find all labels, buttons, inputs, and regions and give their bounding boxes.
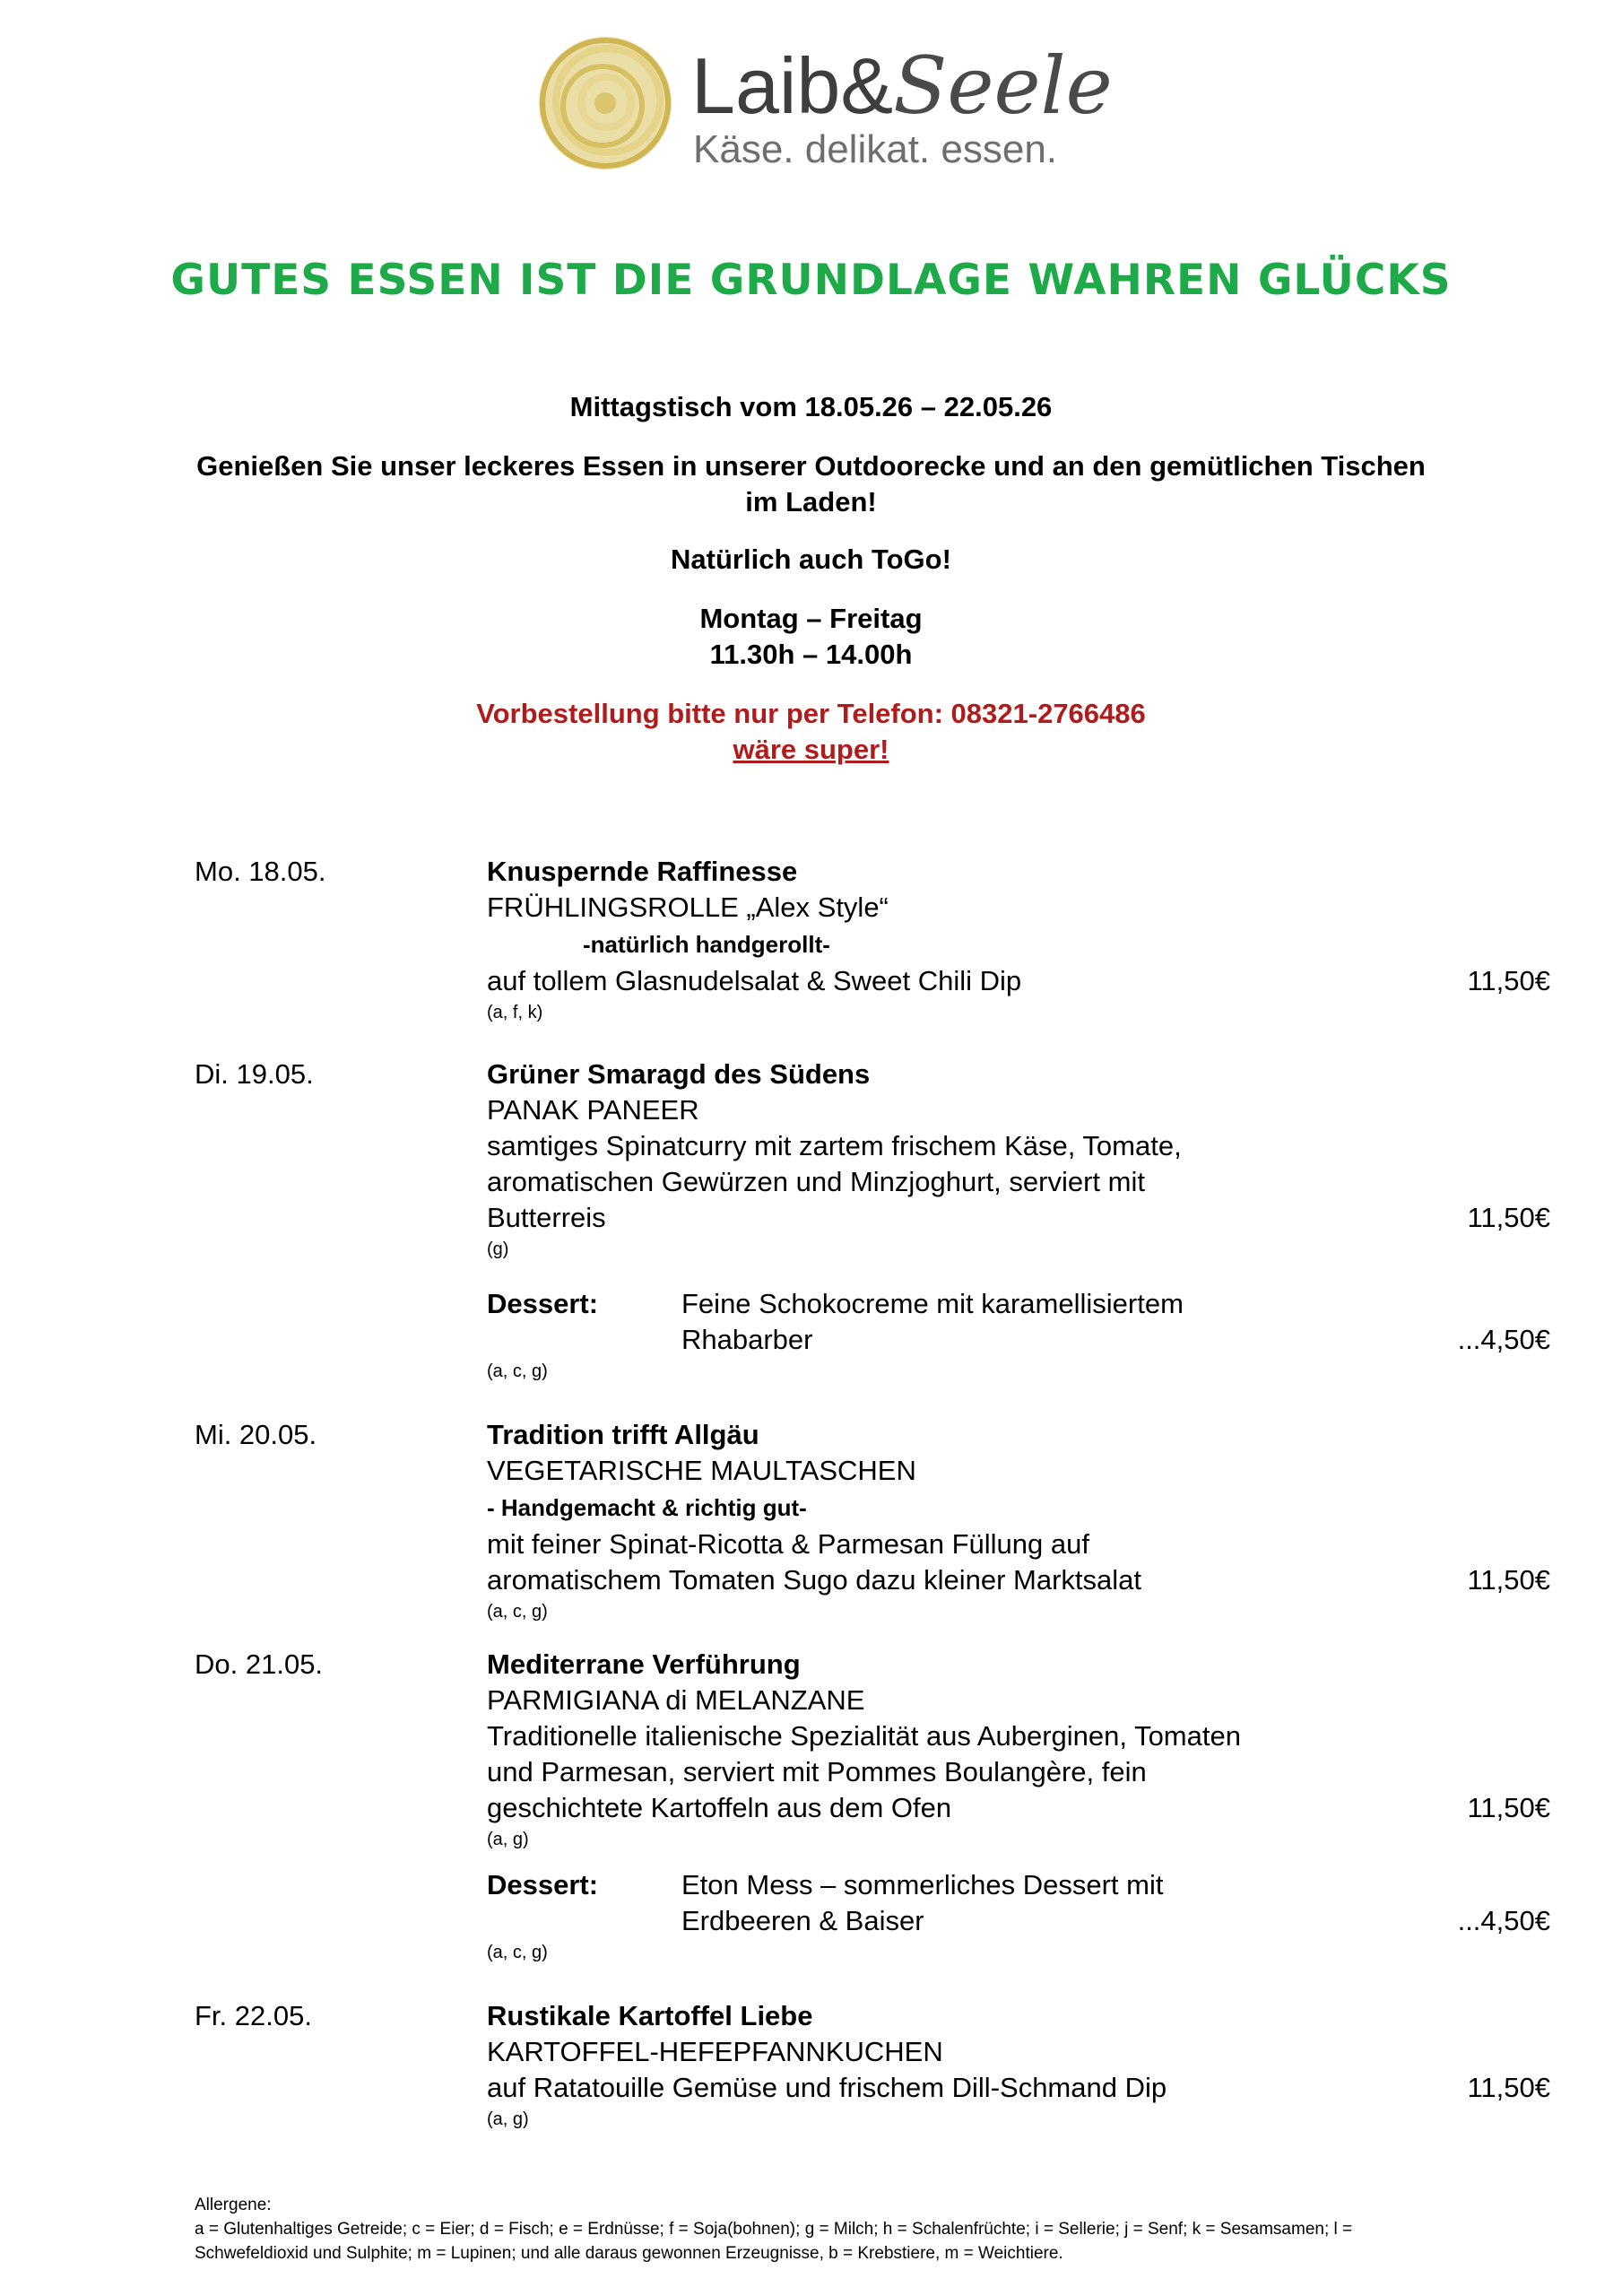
opening-hours: 11.30h – 14.00h (709, 639, 913, 670)
logo-brand-script: Seele (893, 39, 1113, 132)
dessert-price-tue: ...4,50€ (1457, 1324, 1550, 1355)
dish-note-wed: - Handgemacht & richtig gut- (487, 1494, 807, 1521)
togo-line: Natürlich auch ToGo! (671, 544, 951, 575)
dish-desc-tue-1: samtiges Spinatcurry mit zartem frischem Käse, Tomate, (487, 1130, 1182, 1161)
preorder-super-text: wäre super! (733, 734, 889, 765)
enjoy-line-1: Genießen Sie unser leckeres Essen in unserer Outdoorecke und an den gemütlichen Tischen (196, 450, 1426, 482)
price-fri: 11,50€ (1467, 2072, 1550, 2103)
allergen-legend-title: Allergene: (195, 2196, 272, 2214)
day-label-tue: Di. 19.05. (195, 1058, 314, 1090)
enjoy-line-2: im Laden! (745, 486, 877, 517)
dish-title-thu: Mediterrane Verführung (487, 1648, 801, 1680)
dessert-desc-thu-2: Erdbeeren & Baiser (681, 1905, 924, 1936)
dessert-label-thu: Dessert: (487, 1869, 599, 1900)
dish-name-fri: KARTOFFEL-HEFEPFANNKUCHEN (487, 2036, 943, 2067)
allergen-legend (195, 2193, 1566, 2266)
dessert-desc-tue-2: Rhabarber (681, 1324, 813, 1355)
dish-title-fri: Rustikale Kartoffel Liebe (487, 2000, 813, 2031)
dish-desc-wed-2: aromatischem Tomaten Sugo dazu kleiner Marktsalat (487, 1564, 1141, 1596)
price-tue: 11,50€ (1467, 1202, 1550, 1233)
dessert-label-tue: Dessert: (487, 1288, 599, 1319)
dish-title-mon: Knuspernde Raffinesse (487, 856, 798, 887)
allergens-tue: (g) (487, 1239, 509, 1259)
dish-desc-wed-1: mit feiner Spinat-Ricotta & Parmesan Füllung auf (487, 1528, 1089, 1560)
dish-title-wed: Tradition trifft Allgäu (487, 1419, 759, 1450)
dish-desc-tue-3: Butterreis (487, 1202, 606, 1233)
brand-logo (529, 27, 1121, 179)
dish-title-tue: Grüner Smaragd des Südens (487, 1058, 871, 1090)
logo-wordmark (691, 39, 1113, 132)
dessert-allergens-thu: (a, c, g) (487, 1943, 548, 1962)
dish-desc-thu-3: geschichtete Kartoffeln aus dem Ofen (487, 1792, 952, 1823)
dish-desc-thu-2: und Parmesan, serviert mit Pommes Boulangère, fein (487, 1756, 1147, 1787)
dessert-allergens-tue: (a, c, g) (487, 1361, 548, 1381)
dessert-desc-thu-1: Eton Mess – sommerliches Dessert mit (681, 1869, 1164, 1900)
price-mon: 11,50€ (1467, 965, 1550, 996)
dessert-price-thu: ...4,50€ (1457, 1905, 1550, 1936)
dish-note-mon: -natürlich handgerollt- (583, 931, 830, 958)
allergens-thu: (a, g) (487, 1830, 529, 1849)
dish-name-mon: FRÜHLINGSROLLE „Alex Style“ (487, 891, 889, 923)
dish-name-wed: VEGETARISCHE MAULTASCHEN (487, 1455, 916, 1486)
price-thu: 11,50€ (1467, 1792, 1550, 1823)
allergen-legend-line-2: Schwefeldioxid und Sulphite; m = Lupinen; und alle daraus gewonnen Erzeugnisse, b = Krebstiere, m = Weichtiere. (195, 2244, 1063, 2263)
allergens-mon: (a, f, k) (487, 1003, 543, 1022)
dish-desc-mon: auf tollem Glasnudelsalat & Sweet Chili Dip (487, 965, 1022, 996)
day-label-mon: Mo. 18.05. (195, 856, 326, 887)
logo-brand-main: Laib& (691, 41, 894, 130)
dish-desc-thu-1: Traditionelle italienische Spezialität aus Auberginen, Tomaten (487, 1720, 1241, 1752)
day-label-fri: Fr. 22.05. (195, 2000, 312, 2031)
dish-name-tue: PANAK PANEER (487, 1094, 699, 1126)
day-label-wed: Mi. 20.05. (195, 1419, 317, 1450)
dish-name-thu: PARMIGIANA di MELANZANE (487, 1684, 865, 1716)
allergens-fri: (a, g) (487, 2109, 529, 2129)
dish-desc-tue-2: aromatischen Gewürzen und Minzjoghurt, serviert mit (487, 1166, 1145, 1197)
preorder-phone: Vorbestellung bitte nur per Telefon: 08321-2766486 (476, 698, 1146, 729)
date-range: Mittagstisch vom 18.05.26 – 22.05.26 (569, 391, 1053, 422)
preorder-super (0, 732, 1622, 768)
logo-tagline: Käse. delikat. essen. (693, 127, 1058, 171)
allergens-wed: (a, c, g) (487, 1602, 548, 1622)
price-wed: 11,50€ (1467, 1564, 1550, 1596)
opening-days: Montag – Freitag (699, 603, 923, 634)
dessert-desc-tue-1: Feine Schokocreme mit karamellisiertem (681, 1288, 1184, 1319)
headline: GUTES ESSEN IST DIE GRUNDLAGE WAHREN GLÜCKS (170, 256, 1452, 305)
day-label-thu: Do. 21.05. (195, 1648, 324, 1680)
dish-desc-fri: auf Ratatouille Gemüse und frischem Dill-Schmand Dip (487, 2072, 1167, 2103)
allergen-legend-line-1: a = Glutenhaltiges Getreide; c = Eier; d = Fisch; e = Erdnüsse; f = Soja(bohnen); g = Milch; h = Schalenfrüchte; i = Sellerie; j = Senf; k = Sesamsamen; l = (195, 2220, 1353, 2239)
logo-circle-icon (529, 27, 699, 179)
